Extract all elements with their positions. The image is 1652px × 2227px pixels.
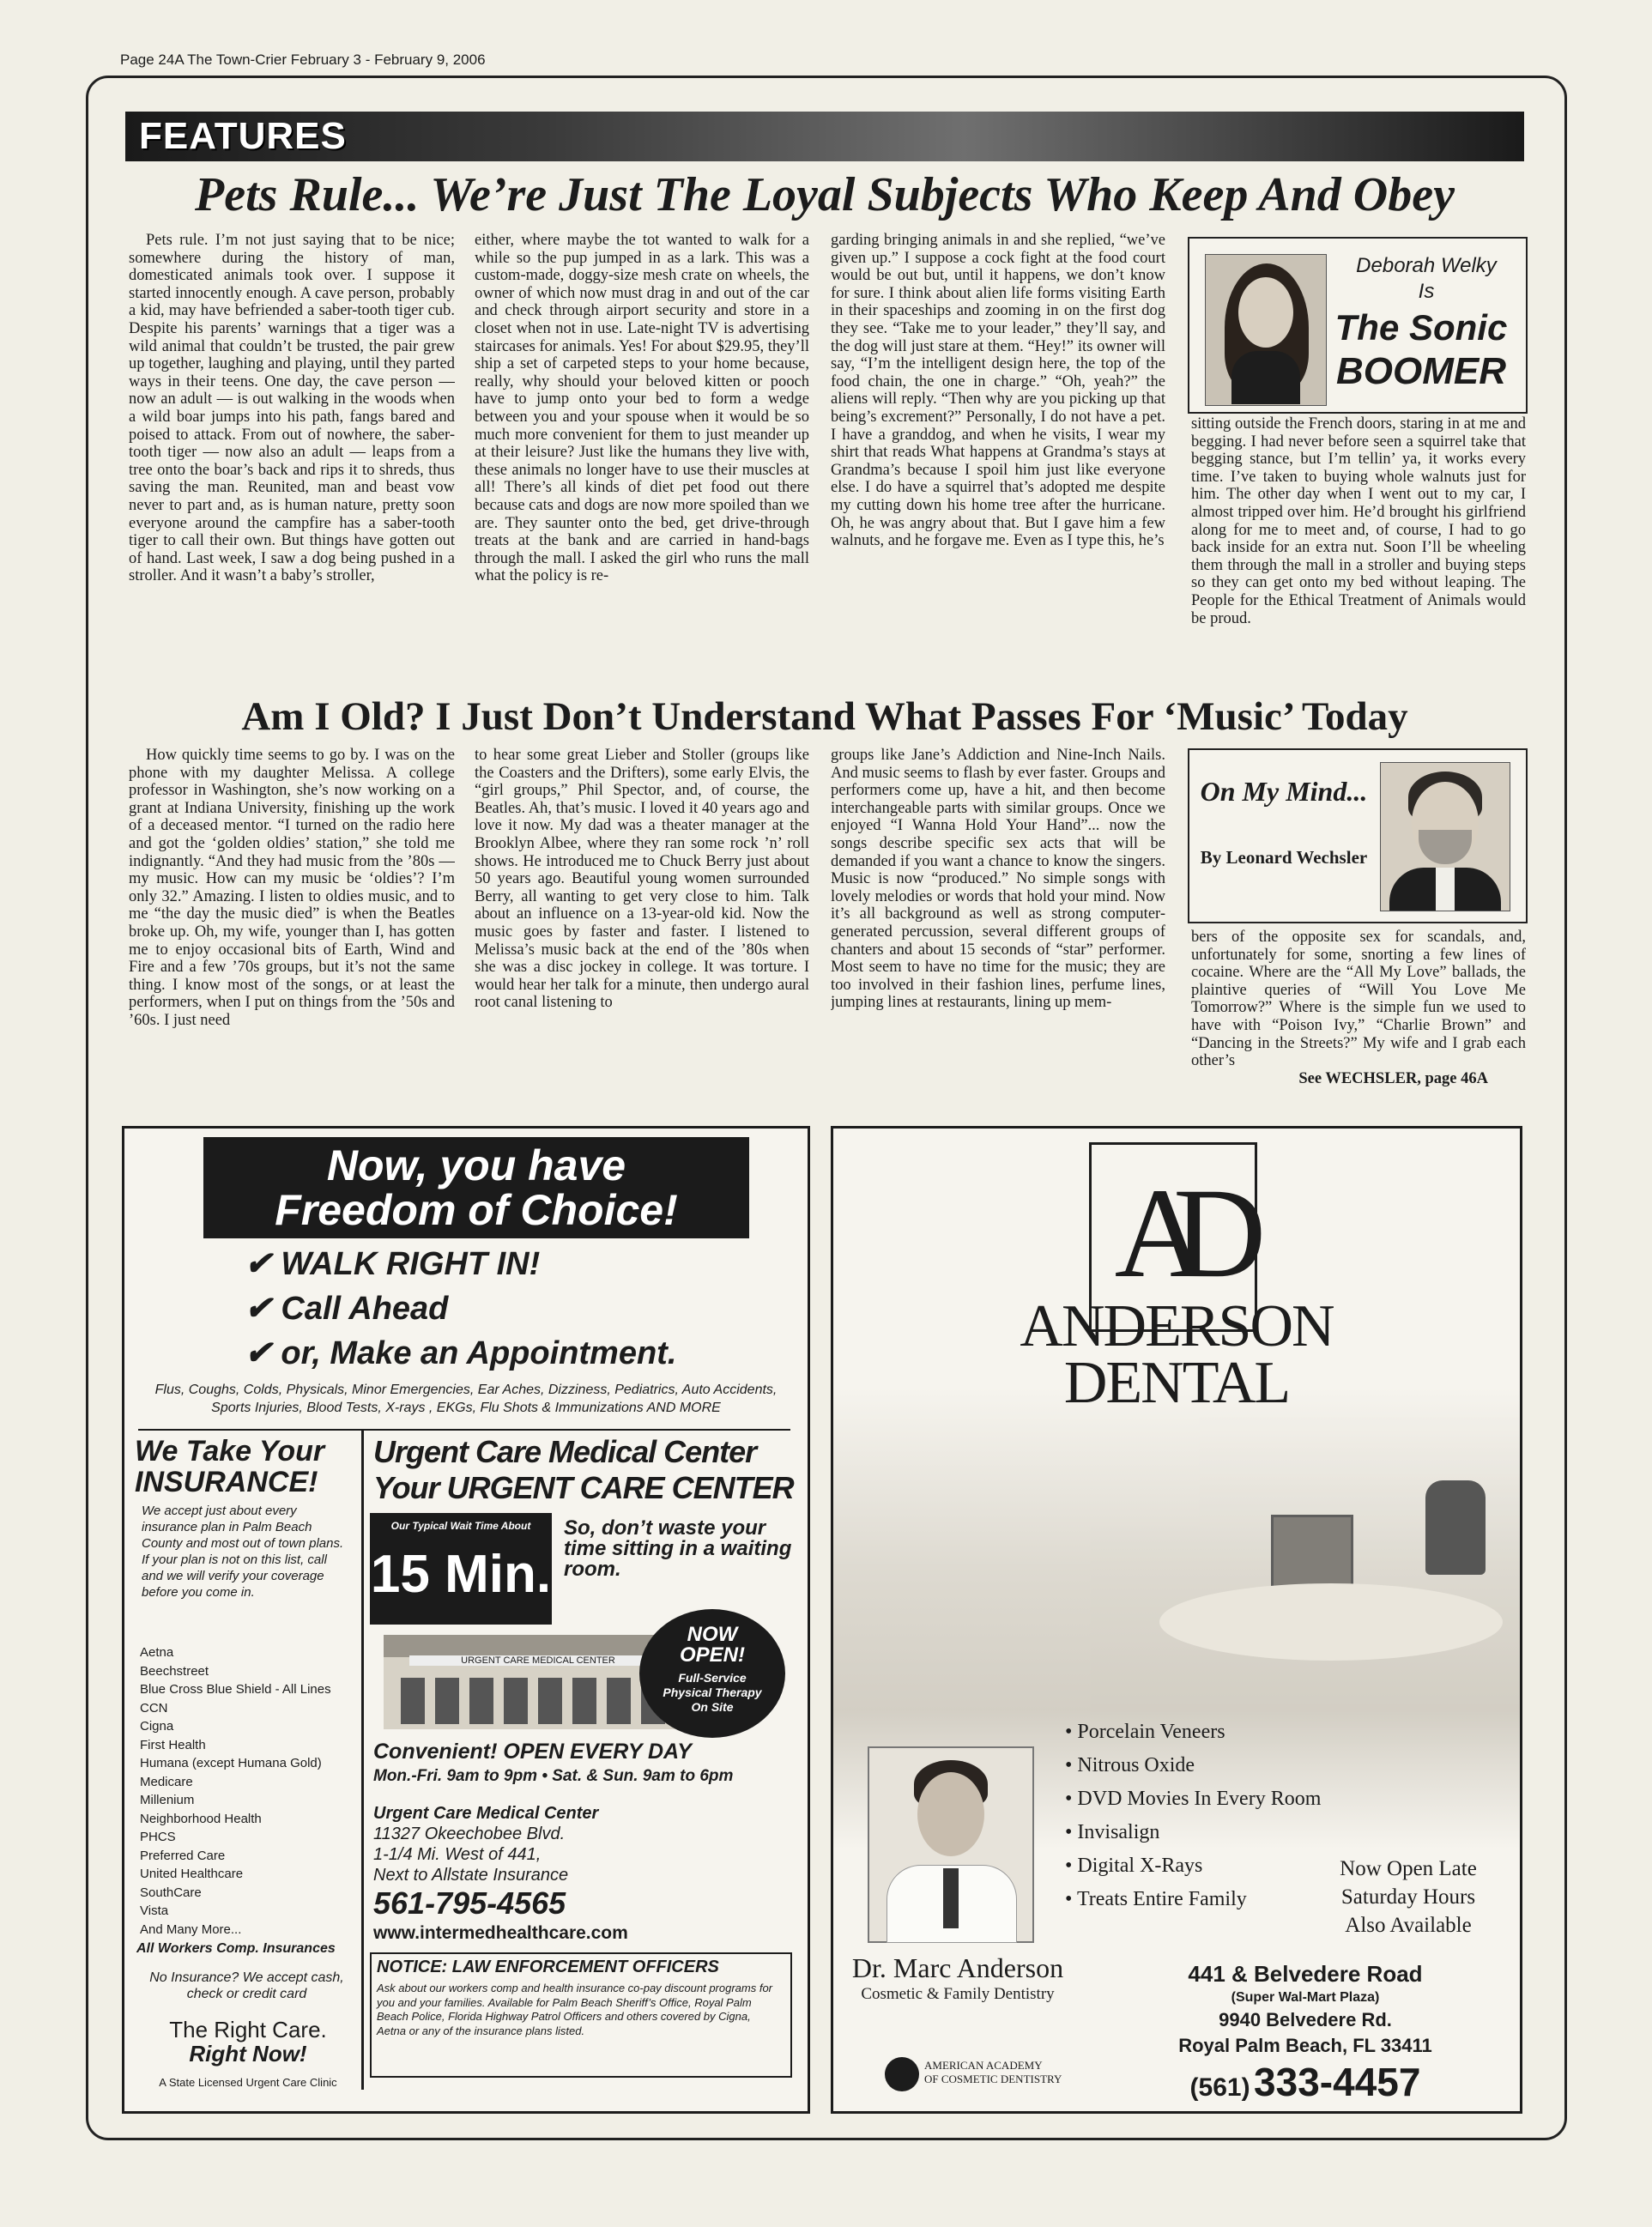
column-name-line1: The Sonic [1334, 307, 1508, 348]
article1-headline: Pets Rule... We’re Just The Loyal Subjects Who Keep And Obey [195, 168, 1455, 221]
clinic-address: Urgent Care Medical Center 11327 Okeechobee Blvd. 1-1/4 Mi. West of 441, Next to Allstate Insurance [373, 1804, 599, 1885]
dr-anderson-photo [868, 1746, 1034, 1943]
late-hours-note: Now Open Late Saturday Hours Also Available [1340, 1857, 1477, 1937]
list-item: • Nitrous Oxide [1065, 1754, 1195, 1776]
list-item: Aetna [140, 1645, 174, 1660]
list-item: United Healthcare [140, 1867, 244, 1881]
insurance-title: We Take Your INSURANCE! [135, 1435, 325, 1498]
continued-jump[interactable]: See WECHSLER, page 46A [1298, 1069, 1488, 1087]
article2-col2-text: to hear some great Lieber and Stoller (groups like the Coasters and the Drifters), some early Elvis, the “girl groups,” Phil Spector, and, of course, the Beatles. Ah, that’s music. I loved it 40 years ago and love it now. My dad was a theater manager at the Brooklyn Albee, where they ran some rock ’n’ roll shows. He introduced me to Chuck Berry just about 50 years ago. Beautiful young women surrounded Berry, all wanting to get very close to him. Talk about an influence on a 13-year-old kid. Now the music goes by faster and faster. I listened to Melissa’s music back at the end of the ’80s when she was a disc jockey in college. It was torture. I would hear her talk for a minute, then undergo aural root canal listening to [475, 747, 809, 1012]
dental-name: ANDERSON DENTAL [1020, 1293, 1334, 1416]
check-item: ✔ or, Make an Appointment. [245, 1335, 677, 1371]
column-title: On My Mind... [1200, 776, 1368, 807]
list-item: Preferred Care [140, 1848, 226, 1863]
services-list: Flus, Coughs, Colds, Physicals, Minor Emergencies, Ear Aches, Dizziness, Pediatrics, Auto Accidents, Sports Injuries, Blood Tests, X-rays , EKGs, Flu Shots & Immunizations AND MORE [154, 1383, 778, 1415]
list-item: SouthCare [140, 1885, 202, 1900]
list-item: PHCS [140, 1830, 176, 1844]
no-insurance-note: No Insurance? We accept cash, check or credit card [149, 1970, 344, 2001]
insurance-note: We accept just about every insurance plan in Palm Beach County and most out of town plans. If your plan is not on this list, call and we will verify your coverage before you come in. [142, 1504, 344, 1600]
chair-icon [1425, 1480, 1486, 1575]
ad-divider [361, 1429, 364, 2090]
list-item: Blue Cross Blue Shield - All Lines [140, 1682, 331, 1697]
list-item: • Invisalign [1065, 1821, 1160, 1843]
article1-column-4 [1191, 415, 1526, 692]
article2-column-2 [475, 747, 809, 1116]
article1-col2-text: either, where maybe the tot wanted to walk for a while so the pup jumped in as a lark. This was a custom-made, doggy-size mesh crate on wheels, the owner of which now must drag in and out of the car and check through airport security and store in a closet when not in use. Late-night TV is advertising staircases for animals. Yes! For about $29.95, they’ll ship a set of carpeted steps to your home because, really, why should your beloved kitten or pooch have to jump onto your bed to form a wedge between you and your spouse when it would be so much more convenient for them to just meander up at their leisure? Just like the humans they live with, these animals no longer have to use their muscles at all! There’s all kinds of diet pet food out there because cats and dogs are now more spoiled than we are. They saunter onto the bed, get drive-through treats at the bank and are carried in hand-bags through the mall. I asked the girl who runs the mall what the policy is re- [475, 232, 809, 585]
article2-col1-text: How quickly time seems to go by. I was on the phone with my daughter Melissa. A college professor in Washington, she’s now working on a grant at Indiana University, finishing up the work of a deceased mentor. “I turned on the radio here and got the ‘golden oldies’ station,” she told me indignantly. “And they had music from the ’80s — my music. How can my music be ‘oldies’? I’m only 32.” Amazing. I listen to oldies music, and to me “the day the music died” is when the Beatles broke up. Oh, my wife, younger than I, has gotten me to enjoy occasional bits of Earth, Wind and Fire and a few ’70s groups, but it’s not the same thing. I know most of the songs, or at least the performers, when I put on things from the ’50s and ’60s. I just need [129, 747, 455, 1029]
insurer-list [140, 1643, 359, 1939]
article2-col3-text: groups like Jane’s Addiction and Nine-Inch Nails. And music seems to flash by ever faster. Groups and performers come up, have a hit, and then become interchangeable parts with similar groups. Once we enjoyed “I Wanna Hold Your Hand”... now the songs describe specific sex acts that will be demanded if you want a chance to know the singers. Music is now “produced.” No simple songs with lovely melodies or words that hold your mind. Now it’s all background as well as strong computer-generated percussion, several different groups of chanters and about 15 seconds of “star” performer. Most seem to have no time for the music; they are too involved in their fashion lines, perfume lines, jumping lines at restaurants, lining up mem- [831, 747, 1165, 1012]
article2-column-1 [129, 747, 455, 1116]
byline-is: Is [1418, 280, 1435, 303]
section-title: FEATURES [139, 115, 347, 157]
ad-divider [138, 1429, 790, 1431]
clinic-phone[interactable]: 561-795-4565 [373, 1885, 566, 1921]
section-banner [125, 112, 1524, 161]
list-item: Cigna [140, 1719, 174, 1734]
list-item: Vista [140, 1903, 169, 1918]
checkmark-icon: ✔ [245, 1335, 272, 1371]
sonic-boomer-byline-box [1188, 237, 1528, 414]
dental-address: 441 & Belvedere Road (Super Wal-Mart Plaza) 9940 Belvedere Rd. Royal Palm Beach, FL 33411 [1178, 1961, 1432, 2056]
anderson-dental-ad [831, 1126, 1522, 2114]
wait-time-badge [370, 1513, 552, 1625]
list-item: First Health [140, 1737, 206, 1752]
article2-headline: Am I Old? I Just Don’t Understand What Passes For ‘Music’ Today [241, 694, 1408, 739]
doctor-specialty: Cosmetic & Family Dentistry [861, 1985, 1055, 2003]
urgent-headline-box [203, 1137, 749, 1238]
law-enforcement-notice [370, 1952, 792, 2078]
deborah-welky-photo [1205, 254, 1327, 406]
desk-shape [1159, 1583, 1503, 1661]
checkmark-icon: ✔ [245, 1246, 272, 1282]
list-item: Medicare [140, 1774, 193, 1789]
byline-name: Deborah Welky [1356, 254, 1497, 277]
workers-comp: All Workers Comp. Insurances [136, 1941, 336, 1956]
byline-author: By Leonard Wechsler [1200, 847, 1368, 868]
article1-column-2 [475, 232, 809, 687]
clinic-hours: Mon.-Fri. 9am to 9pm • Sat. & Sun. 9am to 6pm [373, 1767, 734, 1785]
list-item: Millenium [140, 1793, 195, 1807]
list-item: • Porcelain Veneers [1065, 1721, 1225, 1743]
wait-slogan: So, don’t waste your time sitting in a waiting room. [564, 1516, 792, 1581]
check-item: ✔ WALK RIGHT IN! [245, 1246, 541, 1282]
article1-column-3 [831, 232, 1165, 687]
now-open-badge: NOW OPEN! Full-Service Physical Therapy On Site [639, 1609, 785, 1738]
wait-label: Our Typical Wait Time About [390, 1520, 531, 1532]
doctor-name: Dr. Marc Anderson [851, 1952, 1064, 1983]
list-item: And Many More... [140, 1921, 242, 1937]
dental-phone[interactable]: (561) 333-4457 [1189, 2060, 1421, 2104]
notice-body: Ask about our workers comp and health insurance co-pay discount programs for you and your families. Available for Palm Beach Sheriff’s Office, Royal Palm Beach Police, Florida Highway Patrol Officers and others covered by Cigna, Aetna or any of the insurance plans listed. [377, 1982, 773, 2037]
urgent-headline-line2: Freedom of Choice! [275, 1186, 678, 1234]
page-folio: Page 24A The Town-Crier February 3 - February 9, 2006 [120, 51, 486, 68]
urgent-care-ad [122, 1126, 810, 2114]
urgent-headline-line1: Now, you have [326, 1141, 626, 1189]
list-item: • Digital X-Rays [1065, 1855, 1203, 1877]
urgent-checklist [245, 1242, 676, 1376]
list-item: • DVD Movies In Every Room [1065, 1788, 1322, 1810]
article2-column-4 [1191, 929, 1526, 1109]
column-name-line2: BOOMER [1336, 350, 1506, 392]
check-item: ✔ Call Ahead [245, 1291, 449, 1327]
notice-title: NOTICE: LAW ENFORCEMENT OFFICERS [377, 1958, 719, 1976]
article2-col4-text: bers of the opposite sex for scandals, and, unfortunately for some, snorting a few lines of cocaine. Where are the “All My Love” ballads, the plaintive queries of “Will You Love Me Tomorrow?” Where is the simple fun we used to have with “Poison Ivy,” “Charlie Brown” and “Dancing in the Streets?” My wife and I grab each other’s [1191, 929, 1526, 1070]
list-item: • Treats Entire Family [1065, 1888, 1247, 1910]
wait-time: 15 Min. [370, 1545, 552, 1604]
list-item: Humana (except Humana Gold) [140, 1756, 322, 1770]
article1-col1-text: Pets rule. I’m not just saying that to be nice; somewhere during the history of man, domesticated animals took over. I suppose it started innocently enough. A cave person, probably a kid, may have befriended a saber-tooth tiger cub. Despite his parents’ warnings that a tiger was a wild animal that couldn’t be trusted, the pair grew up together, laughing and playing, until they parted ways in their teens. One day, the cave person — now an adult — is out walking in the woods when a wild boar jumps into his path, fangs bared and poised to attack. From out of nowhere, the saber-tooth tiger — now also an adult — leaps from a tree onto the boar’s back and rips it to shreds, thus saving the man. Reunited, man and beast vow never to part and, as is human nature, pretty soon everyone around the campfire has a saber-tooth tiger to call their own. But things have gotten out of hand. Last week, I saw a dog being pushed in a stroller. And it wasn’t a baby’s stroller, [129, 232, 455, 585]
licensed-note: A State Licensed Urgent Care Clinic [159, 2076, 337, 2089]
article1-col4-text: sitting outside the French doors, staring in at me and begging. I had never before seen a squirrel take that begging stance, but I’m tellin’ ya, it works every time. I’ve taken to buying whole walnuts just for him. The other day when I went out to my car, I almost tripped over him. He’d brought his girlfriend along for me to meet and, of course, I had to go back inside for an extra nut. Soon I’ll be wheeling them through the mall in a stroller and buying steps so they can get onto my bed without leaping. The People for the Ethical Treatment of Animals would be proud. [1191, 415, 1526, 627]
clinic-website-link[interactable]: www.intermedhealthcare.com [373, 1923, 628, 1943]
article2-column-3 [831, 747, 1165, 1116]
academy-seal-icon [885, 2057, 919, 2091]
on-my-mind-byline-box [1188, 748, 1528, 923]
list-item: CCN [140, 1700, 168, 1716]
leonard-wechsler-photo [1380, 762, 1510, 911]
logo-letters: AD [1114, 1162, 1232, 1304]
checkmark-icon: ✔ [245, 1291, 272, 1327]
list-item: Neighborhood Health [140, 1811, 262, 1826]
article1-column-1 [129, 232, 455, 687]
center-title: Urgent Care Medical Center Your URGENT CARE CENTER [373, 1434, 794, 1505]
list-item: Beechstreet [140, 1663, 209, 1679]
tagline: The Right Care. Right Now! [169, 2017, 327, 2067]
open-every-day: Convenient! OPEN EVERY DAY [373, 1740, 692, 1764]
academy-name: AMERICAN ACADEMY OF COSMETIC DENTISTRY [924, 2059, 1062, 2085]
article1-col3-text: garding bringing animals in and she replied, “we’ve given up.” I suppose a cock fight at the food court would be out but, until it happens, we don’t know for sure. I think about alien life forms visiting Earth in their spaceships and zooming in on the first dog they see. “Take me to your leader,” they’ll say, and the dog will just stare at them. “Hey!” its owner will say, “I’m the intelligent design here, the top of the food chain, the one in charge.” “Oh, yeah?” the aliens will reply. “Then why are you picking up that being’s excrement?” Personally, I do not have a pet. I have a granddog, and when he visits, I wear my shirt that reads What happens at Grandma’s stays at Grandma’s because I spoil him just like everyone else. I do have a squirrel that’s adopted me despite my cutting down his home tree after the hurricane. Oh, he was angry about that. But I gave him a few walnuts, and he forgave me. Even as I type this, he’s [831, 232, 1165, 550]
building-sign: URGENT CARE MEDICAL CENTER [409, 1655, 667, 1666]
